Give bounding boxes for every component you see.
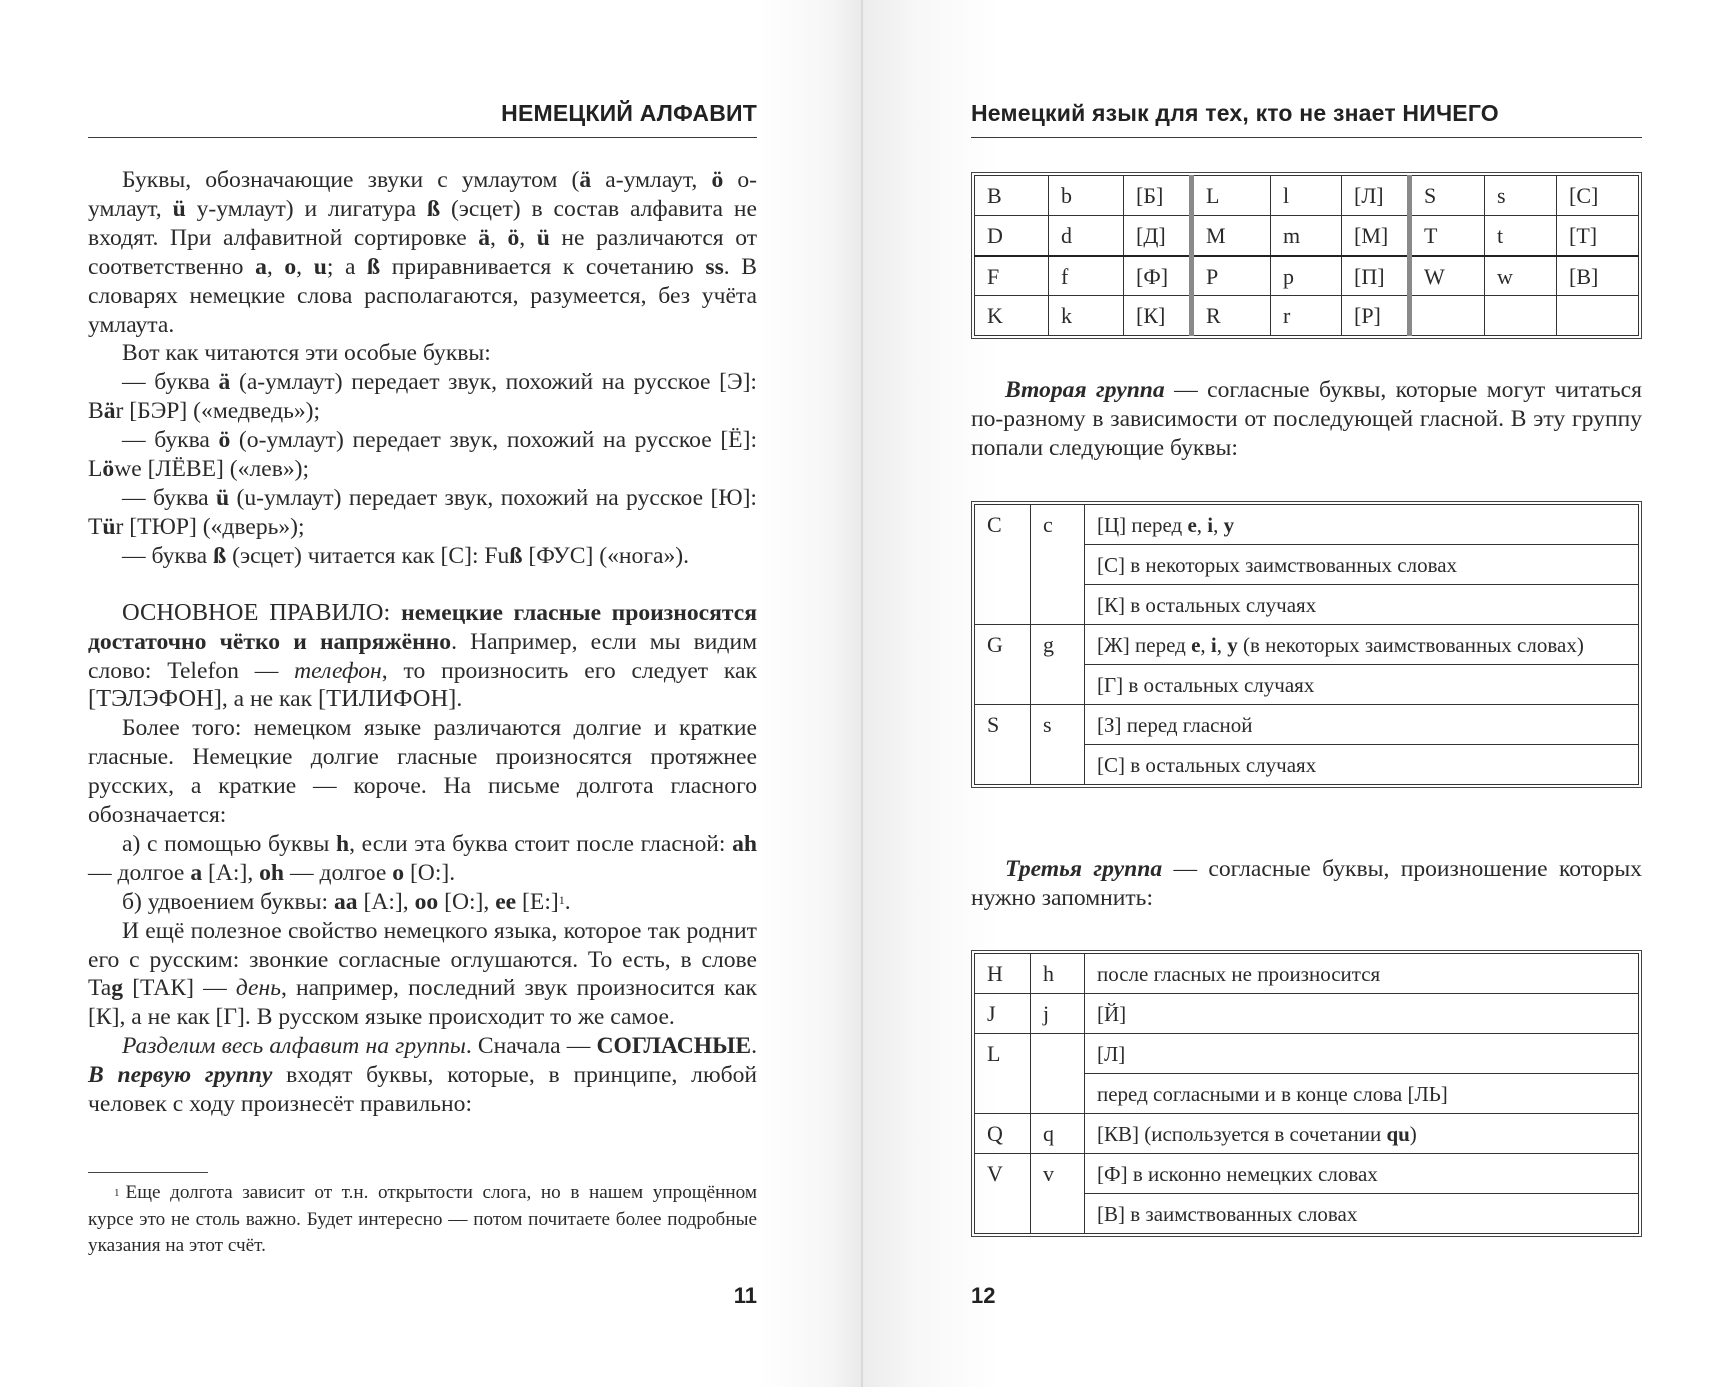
- table-row: [Г] в остальных случаях: [975, 665, 1639, 705]
- table-row: C c [Ц] перед e, i, y: [975, 505, 1639, 545]
- table-row: L [Л]: [975, 1034, 1639, 1074]
- footnote-ref[interactable]: 1: [558, 892, 565, 907]
- header-rule: [88, 137, 757, 138]
- left-body-text: [88, 166, 757, 1119]
- page-number-left: 11: [733, 1283, 757, 1308]
- group1-table: [971, 172, 1642, 339]
- table-row: H h после гласных не произносится: [975, 954, 1639, 994]
- group3-table: [971, 950, 1642, 1237]
- table-row: [В] в заимствованных словах: [975, 1194, 1639, 1234]
- paragraph-long-short-vowels: Более того: немецком языке различаются долгие и краткие гласные. Немецкие долгие гласные произносятся протяжнее русских, а краткие — короче. На письме долгота гласного обозначается:: [88, 715, 757, 829]
- table-row: [К] в остальных случаях: [975, 585, 1639, 625]
- list-item-o-umlaut: — буква ö (о-умлаут) передает звук, похожий на русское [Ё]: Löwe [ЛЁВЕ] («лев»);: [88, 427, 757, 483]
- table-row: J j [Й]: [975, 994, 1639, 1034]
- list-item-eszett: — буква ß (эсцет) читается как [С]: Fuß [ФУС] («нога»).: [122, 542, 690, 569]
- group2-table: [971, 501, 1642, 788]
- list-item-a-umlaut: — буква ä (а-умлаут) передает звук, похожий на русское [Э]: Bär [БЭР] («медведь»);: [88, 369, 757, 425]
- table-row: K k [К] R r [Р]: [975, 296, 1639, 336]
- running-head-left: НЕМЕЦКИЙ АЛФАВИТ: [501, 100, 757, 126]
- table-row: D d [Д] M m [М] T t [Т]: [975, 216, 1639, 256]
- paragraph-devoicing: И ещё полезное свойство немецкого языка, которое так роднит его с русским: звонкие согласные оглушаются. То есть, в слове Tag [ТАК] — день, например, последний звук произносится как [К], а не как [Г]. В русском языке происходит то же самое.: [88, 917, 758, 1031]
- table-row: [С] в остальных случаях: [975, 745, 1639, 785]
- footnote-rule: [88, 1172, 208, 1173]
- table-row: G g [Ж] перед e, i, y (в некоторых заимствованных словах): [975, 625, 1639, 665]
- group3-intro: Третья группа — согласные буквы, произношение которых нужно запомнить:: [971, 856, 1642, 911]
- list-item-u-umlaut: — буква ü (u-умлаут) передает звук, похожий на русское [Ю]: Tür [ТЮР] («дверь»);: [88, 484, 757, 540]
- header-rule: [971, 137, 1642, 138]
- paragraph-special-letters-intro: Вот как читаются эти особые буквы:: [122, 340, 491, 367]
- paragraph-main-rule: ОСНОВНОЕ ПРАВИЛО: немецкие гласные произносятся достаточно чётко и напряжённо. Например, если мы видим слово: Telefon — телефон, то произносить его следует как [ТЭЛЭФОН], а не как [ТИЛИФОН].: [88, 598, 757, 713]
- footnote: $^1$ Еще долгота зависит от т.н. открытости слога, но в нашем упрощённом курсе это не столь важно. Будет интересно — потом почитаете более подробные указания на этот счёт.: [88, 1182, 757, 1256]
- page-number-right: 12: [971, 1283, 996, 1308]
- table-row: S s [З] перед гласной: [975, 705, 1639, 745]
- table-row: F f [Ф] P p [П] W w [В]: [975, 256, 1639, 296]
- table-row: B b [Б] L l [Л] S s [С]: [975, 176, 1639, 216]
- table-row: Q q [КВ] (используется в сочетании qu): [975, 1114, 1639, 1154]
- right-page: [863, 0, 1724, 1387]
- paragraph-umlauts: Буквы, обозначающие звуки с умлаутом (ä а-умлаут, ö о-умлаут, ü у-умлаут) и лигатура ß (эсцет) в состав алфавита не входят. При алфавитной сортировке ä, ö, ü не различаются от соответственно a, o, u; а ß приравнивается к сочетанию ss. В словарях немецкие слова располагаются, разумеется, без учёта умлаута.: [88, 167, 758, 338]
- list-item-doubling: б) удвоением буквы: aa [А:], oo [О:], ee [Е:]$^1$.: [122, 888, 571, 915]
- table-row: перед согласными и в конце слова [ЛЬ]: [975, 1074, 1639, 1114]
- group2-intro: Вторая группа — согласные буквы, которые могут читаться по-разному в зависимости от последующей гласной. В эту группу попали следующие буквы:: [971, 377, 1642, 461]
- table-row: [С] в некоторых заимствованных словах: [975, 545, 1639, 585]
- table-row: V v [Ф] в исконно немецких словах: [975, 1154, 1639, 1194]
- paragraph-groups: Разделим весь алфавит на группы. Сначала — СОГЛАСНЫЕ. В первую группу входят буквы, которые, в принципе, любой человек с ходу произнесёт правильно:: [88, 1033, 758, 1118]
- list-item-letter-h: а) с помощью буквы h, если эта буква стоит после гласной: ah — долгое a [А:], oh — долгое o [О:].: [88, 830, 757, 886]
- running-head-right: Немецкий язык для тех, кто не знает НИЧЕГО: [971, 100, 1499, 126]
